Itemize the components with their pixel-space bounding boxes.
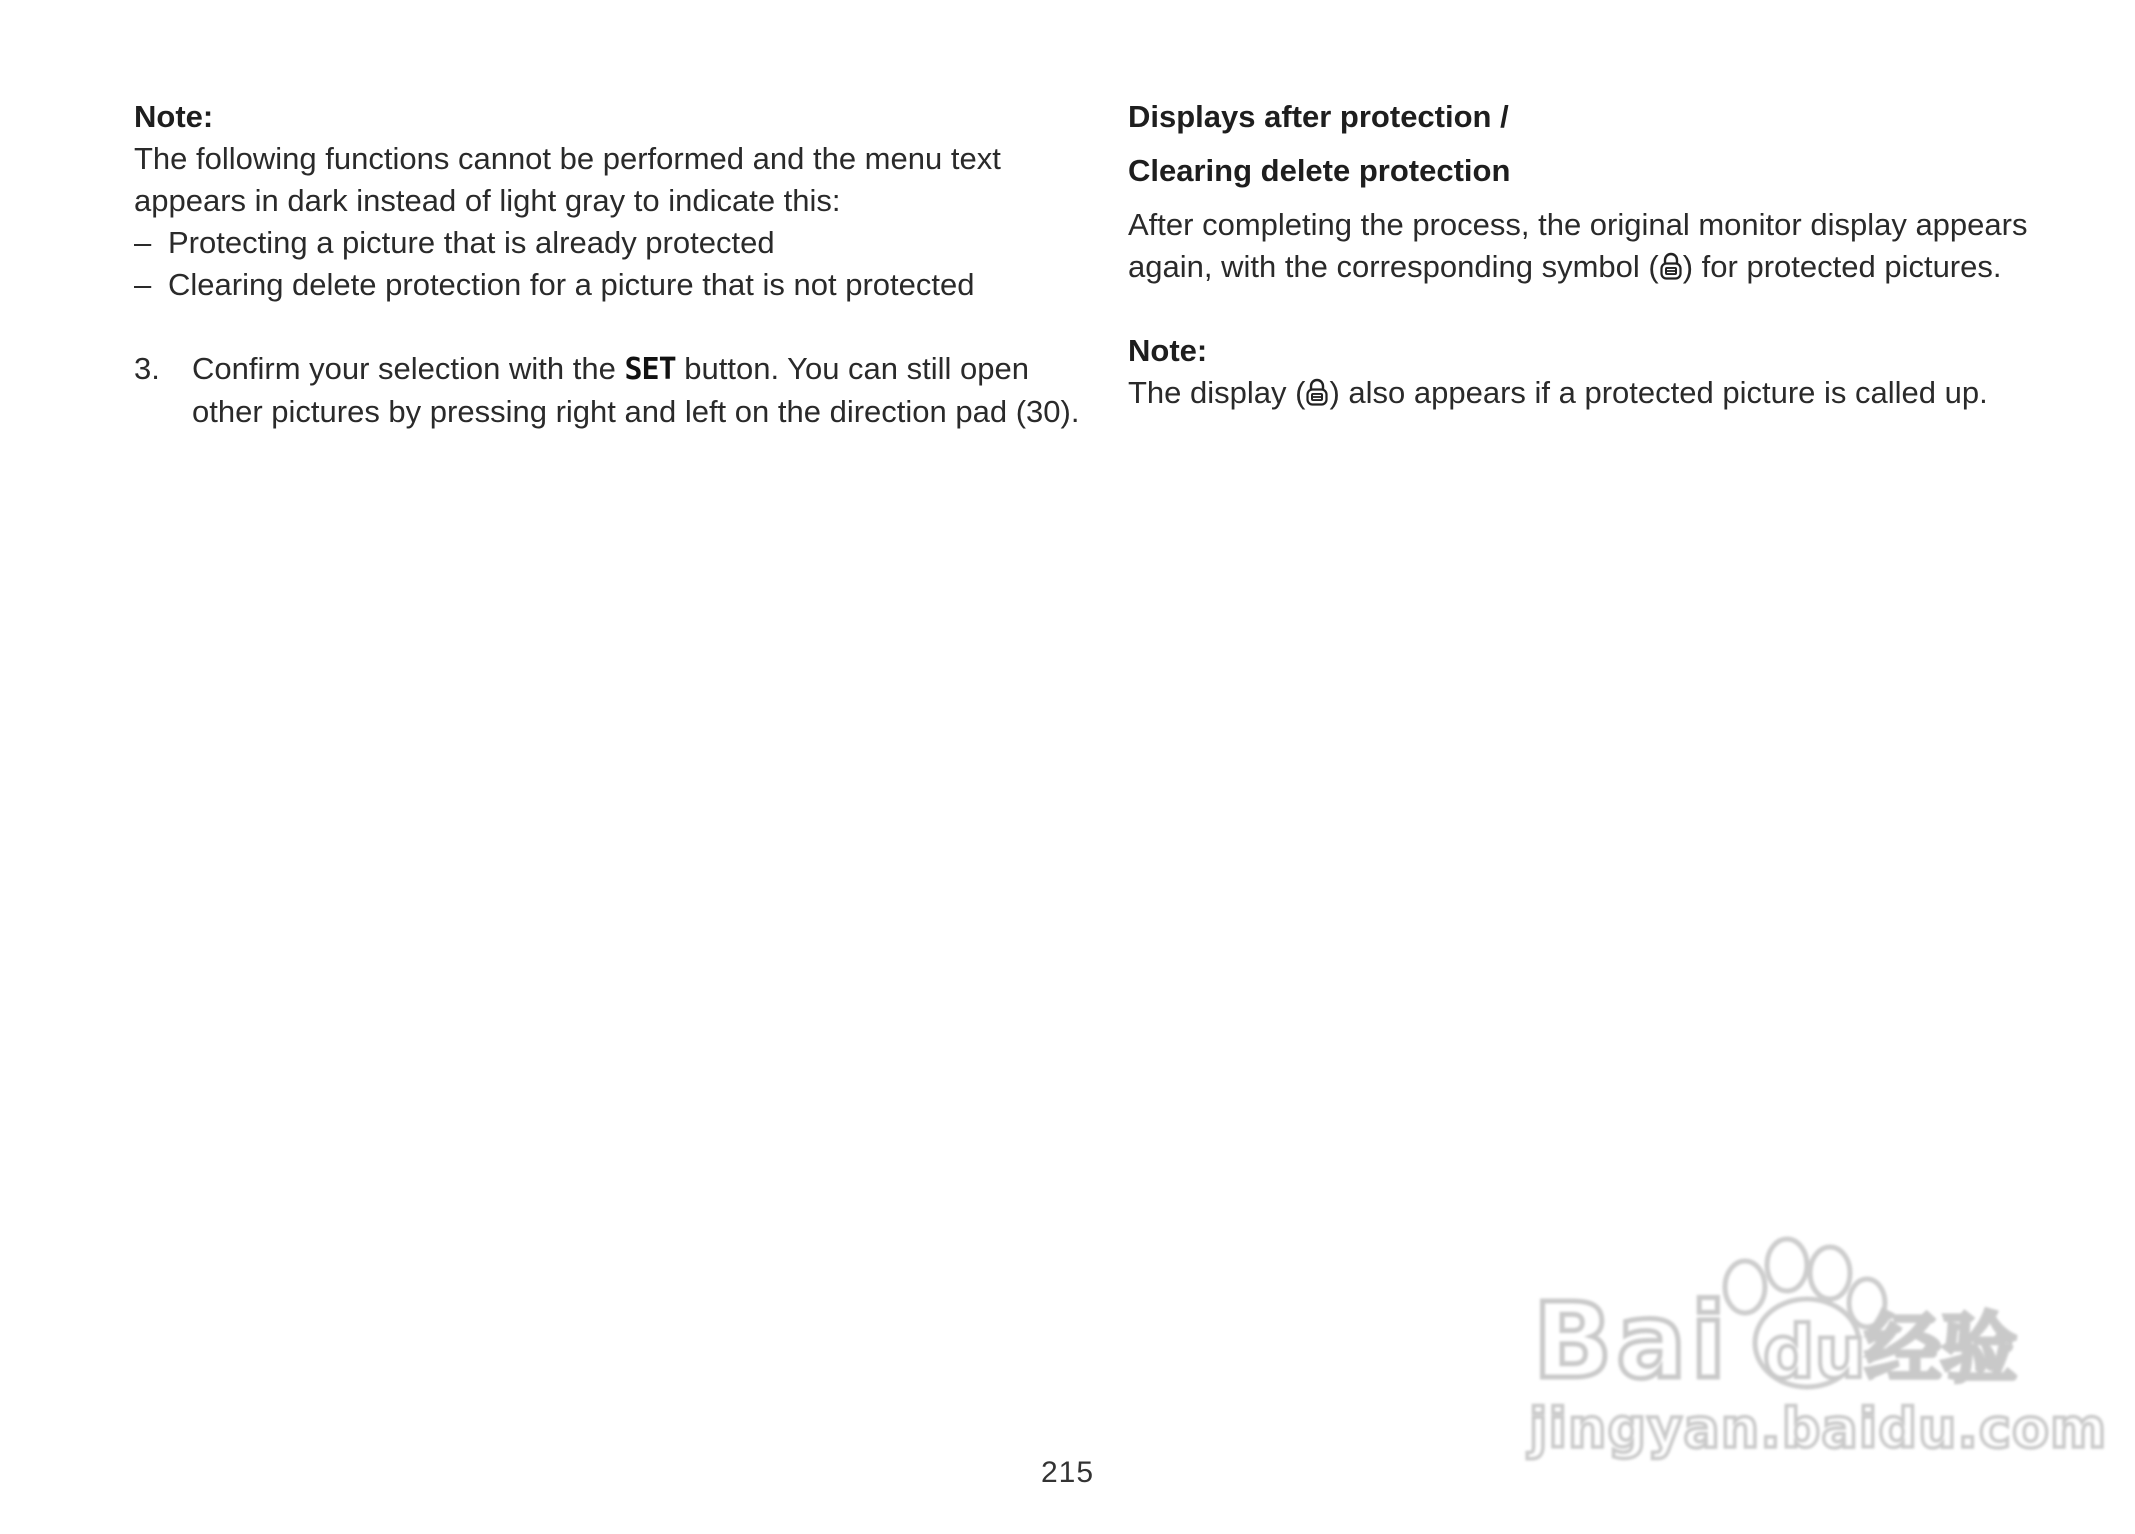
svg-text:经验: 经验 xyxy=(1865,1304,2017,1393)
note-text: The following functions cannot be performed and the menu text appears in dark instead of light gray to indicate this: xyxy=(134,141,1001,218)
section-text-before: After completing the process, the original monitor display appears again, with the corresponding symbol ( xyxy=(1128,207,2028,284)
watermark-brand: Bai xyxy=(1533,1280,1731,1402)
note-text-right xyxy=(1128,372,2028,414)
svg-text:du: du xyxy=(1763,1310,1866,1394)
step-text-before: Confirm your selection with the xyxy=(192,351,625,386)
left-column xyxy=(134,96,1094,433)
note-heading: Note: xyxy=(134,99,214,134)
list-item xyxy=(134,264,1094,306)
list-item-text: Clearing delete protection for a picture that is not protected xyxy=(168,267,975,302)
section-heading-line2: Clearing delete protection xyxy=(1128,153,1511,188)
list-item-text: Protecting a picture that is already protected xyxy=(168,225,775,260)
baidu-watermark xyxy=(1525,1225,2108,1465)
watermark-url: jingyan.baidu.com xyxy=(1529,1397,2108,1460)
step-text-after: button. You can still open other pictures by pressing right and left on the direction pad (30). xyxy=(192,351,1080,429)
note-heading-right: Note: xyxy=(1128,333,1208,368)
page-number: 215 xyxy=(1040,1456,1095,1489)
lock-icon xyxy=(1305,377,1329,407)
list-item xyxy=(134,222,1094,264)
note-text-before: The display ( xyxy=(1128,375,1306,410)
section-heading-line1: Displays after protection / xyxy=(1128,99,1509,134)
lock-icon xyxy=(1659,251,1683,281)
note-text-after: ) also appears if a protected picture is called up. xyxy=(1329,375,1988,410)
step-3 xyxy=(134,348,1094,433)
dash-mark: – xyxy=(134,225,152,260)
right-column xyxy=(1128,96,2028,414)
note-list xyxy=(134,222,1094,306)
dash-mark: – xyxy=(134,267,152,302)
section-text-after: ) for protected pictures. xyxy=(1682,249,2002,284)
section-text xyxy=(1128,204,2028,288)
set-button-label: SET xyxy=(624,352,676,387)
step-number: 3. xyxy=(134,351,160,386)
